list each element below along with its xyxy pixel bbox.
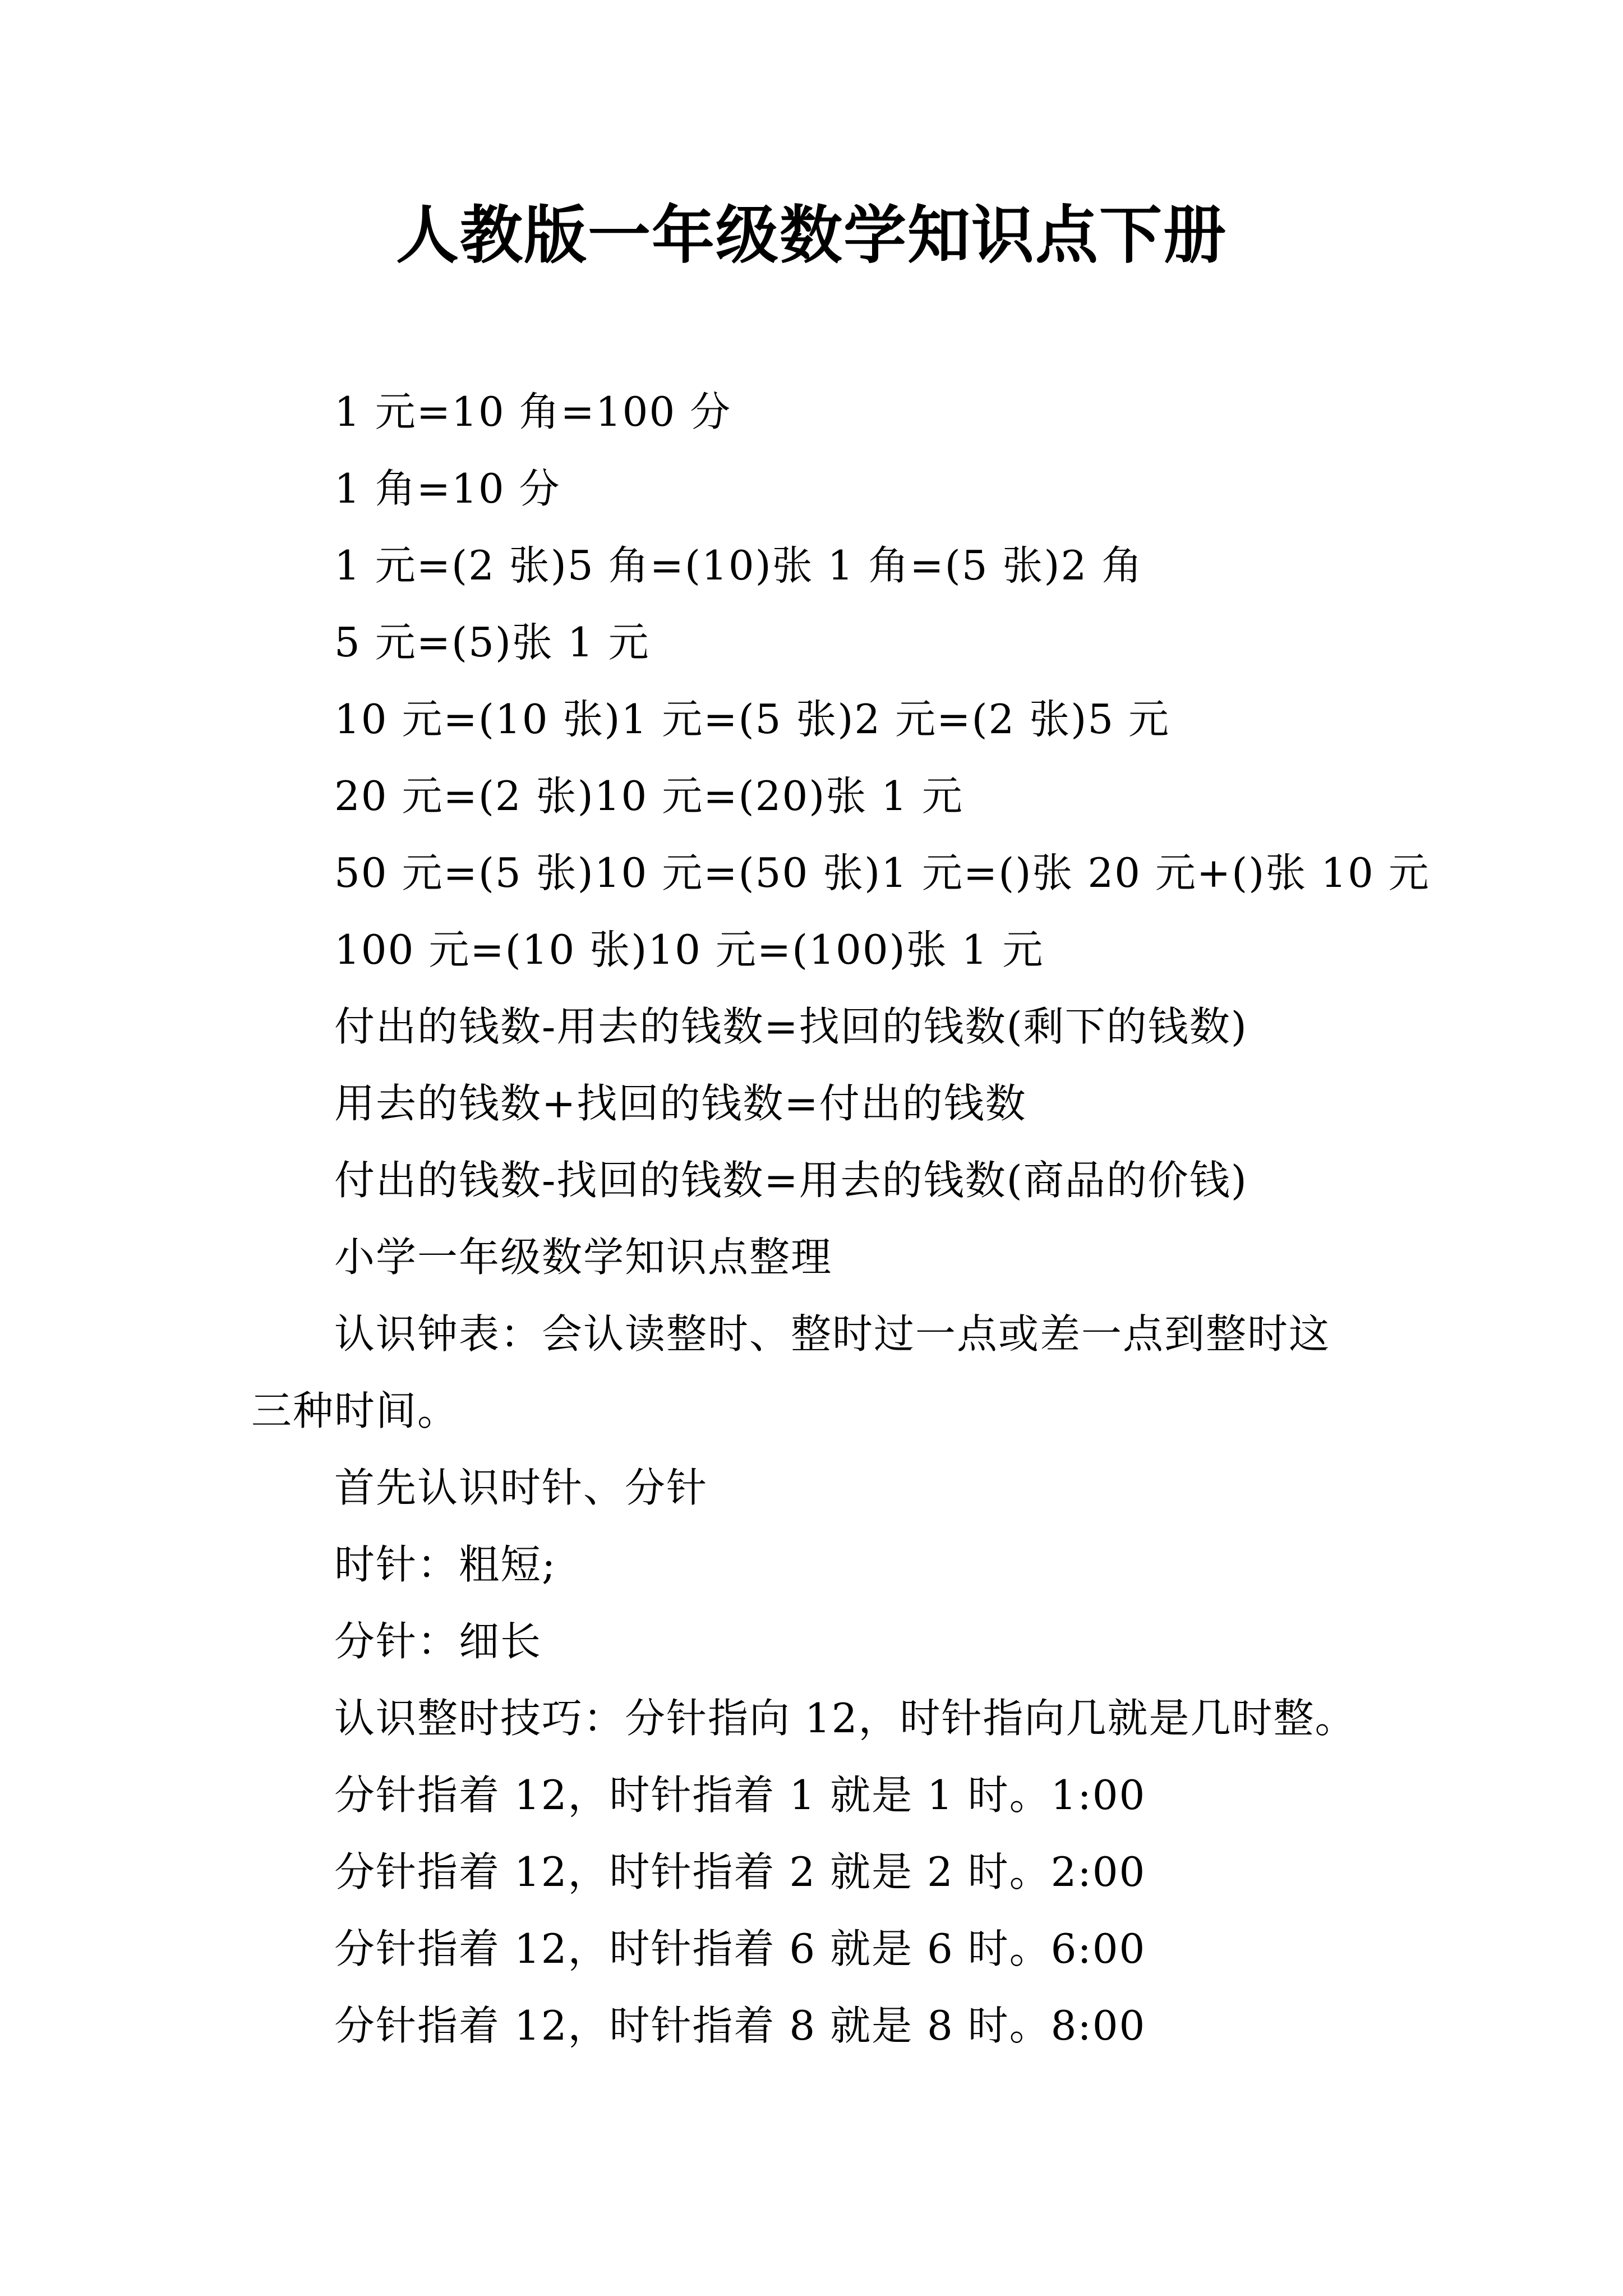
- text-line: 50 元=(5 张)10 元=(50 张)1 元=()张 20 元+()张 10 元: [334, 849, 1430, 896]
- document-title: 人教版一年级数学知识点下册: [396, 199, 1227, 272]
- text-line: 小学一年级数学知识点整理: [334, 1234, 833, 1281]
- text-line: 1 元=10 角=100 分: [334, 388, 732, 435]
- text-line: 1 角=10 分: [334, 465, 561, 512]
- text-line: 认识钟表：会认读整时、整时过一点或差一点到整时这: [334, 1310, 1331, 1358]
- text-line: 分针：细长: [334, 1618, 542, 1665]
- text-line: 分针指着 12，时针指着 6 就是 6 时。6:00: [334, 1925, 1146, 1972]
- text-line: 分针指着 12，时针指着 2 就是 2 时。2:00: [334, 1848, 1146, 1895]
- text-line: 20 元=(2 张)10 元=(20)张 1 元: [334, 772, 963, 820]
- text-line: 时针：粗短;: [334, 1541, 557, 1588]
- text-line: 1 元=(2 张)5 角=(10)张 1 角=(5 张)2 角: [334, 542, 1144, 589]
- text-line: 100 元=(10 张)10 元=(100)张 1 元: [334, 926, 1044, 973]
- text-line: 用去的钱数+找回的钱数=付出的钱数: [334, 1080, 1027, 1127]
- text-line: 付出的钱数-用去的钱数=找回的钱数(剩下的钱数): [334, 1003, 1248, 1050]
- text-line: 付出的钱数-找回的钱数=用去的钱数(商品的价钱): [334, 1157, 1248, 1204]
- document-body: [251, 374, 1430, 2064]
- text-line: 分针指着 12，时针指着 1 就是 1 时。1:00: [334, 1772, 1146, 1819]
- text-line: 5 元=(5)张 1 元: [334, 619, 650, 666]
- text-line: 三种时间。: [251, 1387, 459, 1434]
- text-line: 认识整时技巧：分针指向 12，时针指向几就是几时整。: [334, 1695, 1357, 1742]
- text-line: 10 元=(10 张)1 元=(5 张)2 元=(2 张)5 元: [334, 696, 1170, 743]
- text-line: 首先认识时针、分针: [334, 1464, 708, 1511]
- text-line: 分针指着 12，时针指着 8 就是 8 时。8:00: [334, 2002, 1146, 2049]
